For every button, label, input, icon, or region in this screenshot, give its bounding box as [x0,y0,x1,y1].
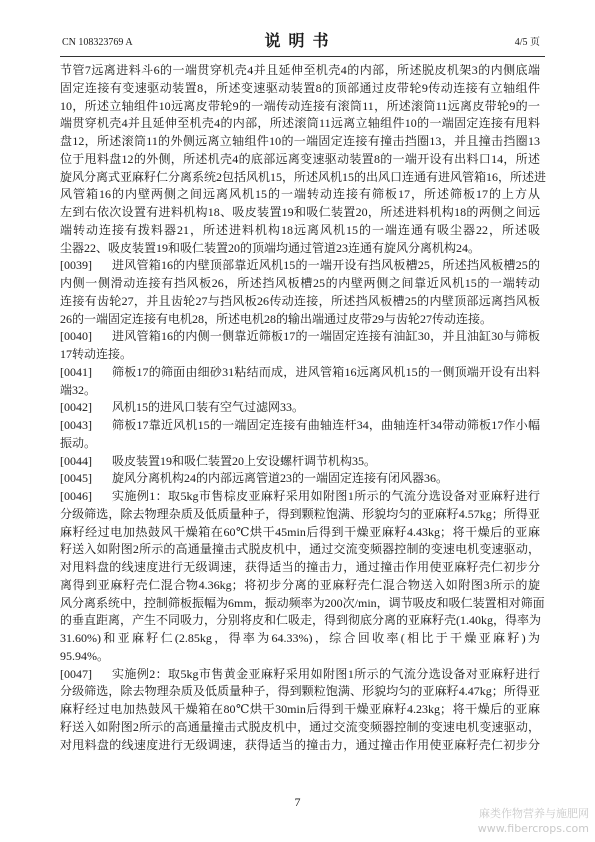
watermark-site-name: 麻类作物营养与施肥网 [479,807,589,820]
text-line: 盘12，所述滚筒11的外侧远离立轴组件10的一端固定连接有撞击挡圈13，并且撞击挡圈13 [60,134,540,148]
text-line: 95.94%。 [60,648,109,663]
text-line: 麻籽经过电加热鼓风干燥箱在60℃烘干45min后得到干燥亚麻籽4.43kg；将干燥后的亚麻 [60,524,540,539]
paragraph-0045 [60,470,540,488]
document-body [60,62,547,754]
paragraph-0047 [60,666,540,684]
text-line: 风管箱16的内壁两侧之间远离风机15的一端转动连接有筛板17，所述筛板17的上方从 [60,187,540,202]
text-line: 筛板17靠近风机15的一端固定连接有曲轴连杆34，曲轴连杆34带动筛板17作小幅 [112,418,540,432]
text-line: 左到右依次设置有进料机构18、吸皮装置19和吸仁装置20，所述进料机构18的两侧之间远 [60,205,540,219]
text-line: 振动。 [60,435,97,450]
paragraph-0044 [60,453,540,471]
paragraph-0040 [60,328,540,346]
text-line: 分级筛选，除去物理杂质及低质量种子，得到颗粒饱满、形貌均匀的亚麻籽4.57kg；所得亚 [60,506,540,521]
text-line: 31.60%)和亚麻籽仁(2.85kg，得率为64.33%)，综合回收率(相比于干燥亚麻籽)为 [60,631,540,645]
text-line: 10，所述立轴组件10远离皮带轮9的一端传动连接有滚筒11，所述滚筒11远离皮带轮9的一 [60,98,540,113]
paragraph-number: [0046] [60,489,92,503]
text-line: 对甩料盘的线速度进行无级调速，获得适当的撞击力，通过撞击作用使亚麻籽壳仁初步分 [60,560,540,574]
paragraph-number: [0044] [60,453,92,468]
header-divider [60,56,545,57]
text-line: 端贯穿机壳4并且延伸至机壳4的内部，所述滚筒11远离立轴组件10的一端固定连接有甩料 [60,116,540,131]
text-line: 实施例1：取5kg市售棕皮亚麻籽采用如附图1所示的气流分选设备对亚麻籽进行 [112,489,540,503]
text-line: 实施例2：取5kg市售黄金亚麻籽采用如附图1所示的气流分选设备对亚麻籽进行 [112,666,540,681]
paragraph-0042 [60,399,540,417]
text-line: 麻籽经过电加热鼓风干燥箱在80℃烘干30min后得到干燥亚麻籽4.23kg；将干燥后的亚麻 [60,702,540,716]
paragraph-number: [0040] [60,329,92,344]
text-line: 对甩料盘的线速度进行无级调速，获得适当的撞击力，通过撞击作用使亚麻籽壳仁初步分 [60,737,540,752]
paragraph-0046 [60,488,540,506]
text-line: 进风管箱16的内壁顶部靠近风机15的一端开设有挡风板槽25，所述挡风板槽25的 [112,258,540,273]
text-line: 吸皮装置19和吸仁装置20上安设螺杆调节机构35。 [112,453,377,468]
text-line: 风分离系统中，控制筛板振幅为6mm，振动频率为200次/min，调节吸皮和吸仁装置相对筛面 [60,595,545,610]
watermark [478,806,589,836]
text-line: 籽送入如附图2所示的高通量撞击式脱皮机中，通过交流变频器控制的变速电机变速驱动， [60,542,540,557]
page-number: 7 [294,795,301,809]
paragraph-0039 [60,257,540,275]
text-line: 进风管箱16的内侧一侧靠近筛板17的一端固定连接有油缸30，并且油缸30与筛板 [112,329,540,344]
text-line: 连接有齿轮27，并且齿轮27与挡风板26传动连接，所述挡风板槽25的内壁顶部远离挡风板 [60,293,540,308]
patent-number: CN 108323769 A [62,37,133,48]
paragraph-number: [0041] [60,364,92,379]
text-line: 籽送入如附图2所示的高通量撞击式脱皮机中，通过交流变频器控制的变速电机变速驱动， [60,719,540,734]
paragraph-number: [0039] [60,258,92,273]
text-line: 固定连接有变速驱动装置8，所述变速驱动装置8的顶部通过皮带轮9传动连接有立轴组件 [60,80,540,95]
text-line: 端32。 [60,382,97,397]
text-line: 26的一端固定连接有电机28，所述电机28的输出端通过皮带29与齿轮27传动连接。 [60,311,493,326]
text-line: 内侧一侧滑动连接有挡风板26，所述挡风板槽25的内壁两侧之间靠近风机15的一端转动 [60,276,540,290]
watermark-url: www.fibercrops.com [477,822,589,835]
paragraph-number: [0047] [60,666,92,681]
page-indicator: 4/5 页 [514,37,540,48]
text-line: 旋风分离式亚麻籽仁分离系统2包括风机15，所述风机15的出风口连通有进风管箱16，所述进 [60,169,547,184]
paragraph-number: [0042] [60,400,92,415]
text-line: 尘器22、吸皮装置19和吸仁装置20的顶端均通过管道23连通有旋风分离机构24。 [60,240,481,255]
paragraph-0043 [60,417,540,435]
text-line: 风机15的进风口装有空气过滤网33。 [112,400,305,415]
text-line: 17转动连接。 [60,347,133,361]
text-line: 的垂直距离，产生不同吸力，分别将皮和仁吸走，得到彻底分离的亚麻籽壳(1.40kg，得率为 [60,613,541,628]
paragraph-0041 [60,364,540,382]
text-line: 旋风分离机构24的内部远离管道23的一端固定连接有闭风器36。 [112,471,449,486]
text-line: 端转动连接有拨料器21，所述进料机构18远离风机15的一端连通有吸尘器22，所述吸 [60,222,540,237]
text-line: 筛板17的筛面由细砂31粘结而成，进风管箱16远离风机15的一侧顶端开设有出料 [112,364,540,379]
text-line: 节管7远离进料斗6的一端贯穿机壳4并且延伸至机壳4的内部，所述脱皮机架3的内侧底端 [60,63,540,77]
text-line: 分级筛选，除去物理杂质及低质量种子，得到颗粒饱满、形貌均匀的亚麻籽4.47kg；所得亚 [60,684,540,699]
document-title: 说 明 书 [264,33,331,50]
paragraph-number: [0045] [60,471,92,486]
paragraph-number: [0043] [60,418,92,432]
text-line: 位于甩料盘12的外侧，所述机壳4的底部远离变速驱动装置8的一端开设有出料口14，所述 [60,151,540,166]
text-line: 离得到亚麻籽壳仁混合物4.36kg；将初步分离的亚麻籽壳仁混合物送入如附图3所示的旋 [60,577,540,592]
